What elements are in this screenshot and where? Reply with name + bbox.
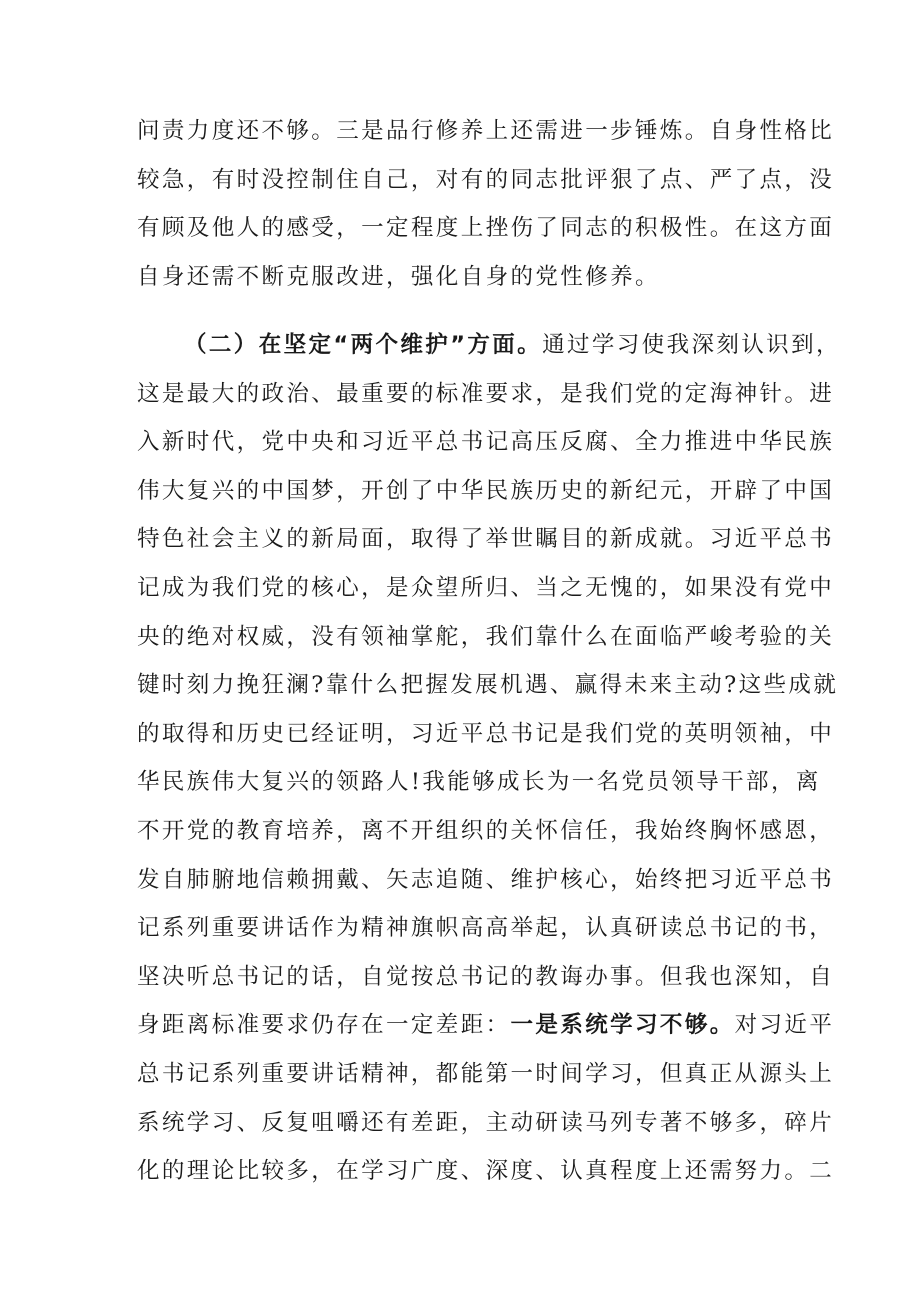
text-line: 较急，有时没控制住自己，对有的同志批评狠了点、严了点，没: [137, 166, 835, 193]
paragraph-1: [137, 107, 835, 301]
text-run: 对习近平: [734, 1012, 835, 1039]
text-line: 键时刻力挽狂澜?靠什么把握发展机遇、赢得未来主动?这些成就: [137, 672, 839, 699]
section-heading: （二）在坚定“两个维护”方面。: [184, 332, 543, 358]
text-line: 的取得和历史已经证明，习近平总书记是我们党的英明领袖，中: [137, 720, 835, 747]
text-line: 化的理论比较多，在学习广度、深度、认真程度上还需努力。二: [137, 1158, 835, 1185]
text-line: 央的绝对权威，没有领袖掌舵，我们靠什么在面临严峻考验的关: [137, 623, 835, 650]
bold-point: 一是系统学习不够。: [510, 1012, 735, 1039]
text-line: 伟大复兴的中国梦，开创了中华民族历史的新纪元，开辟了中国: [137, 477, 835, 504]
text-line: 发自肺腑地信赖拥戴、矢志追随、维护核心，始终把习近平总书: [137, 866, 835, 893]
text-line-with-bold: [137, 1001, 835, 1050]
text-line: 特色社会主义的新局面，取得了举世瞩目的新成就。习近平总书: [137, 526, 835, 553]
text-line: 不开党的教育培养，离不开组织的关怀信任，我始终胸怀感恩，: [137, 817, 835, 844]
text-line: 自身还需不断克服改进，强化自身的党性修养。: [137, 263, 660, 290]
text-line: 总书记系列重要讲话精神，都能第一时间学习，但真正从源头上: [137, 1060, 835, 1087]
text-line: 华民族伟大复兴的领路人!我能够成长为一名党员领导干部，离: [137, 769, 821, 796]
text-line: 入新时代，党中央和习近平总书记高压反腐、全力推进中华民族: [137, 429, 835, 456]
text-line: 坚决听总书记的话，自觉按总书记的教诲办事。但我也深知，自: [137, 963, 835, 990]
text-line: 系统学习、反复咀嚼还有差距，主动研读马列专著不够多，碎片: [137, 1109, 835, 1136]
text-line: 这是最大的政治、最重要的标准要求，是我们党的定海神针。进: [137, 380, 835, 407]
text-run: 身距离标准要求仍存在一定差距：: [137, 1012, 511, 1039]
paragraph-first-line: [137, 321, 841, 370]
text-line: 记系列重要讲话作为精神旗帜高高举起，认真研读总书记的书，: [137, 915, 835, 942]
text-run: 通过学习使我深刻认识到，: [542, 332, 841, 358]
paragraph-2: [137, 321, 841, 1196]
text-line: 记成为我们党的核心，是众望所归、当之无愧的，如果没有党中: [137, 574, 835, 601]
text-line: 有顾及他人的感受，一定程度上挫伤了同志的积极性。在这方面: [137, 215, 835, 242]
text-line: 问责力度还不够。三是品行修养上还需进一步锤炼。自身性格比: [137, 118, 835, 144]
